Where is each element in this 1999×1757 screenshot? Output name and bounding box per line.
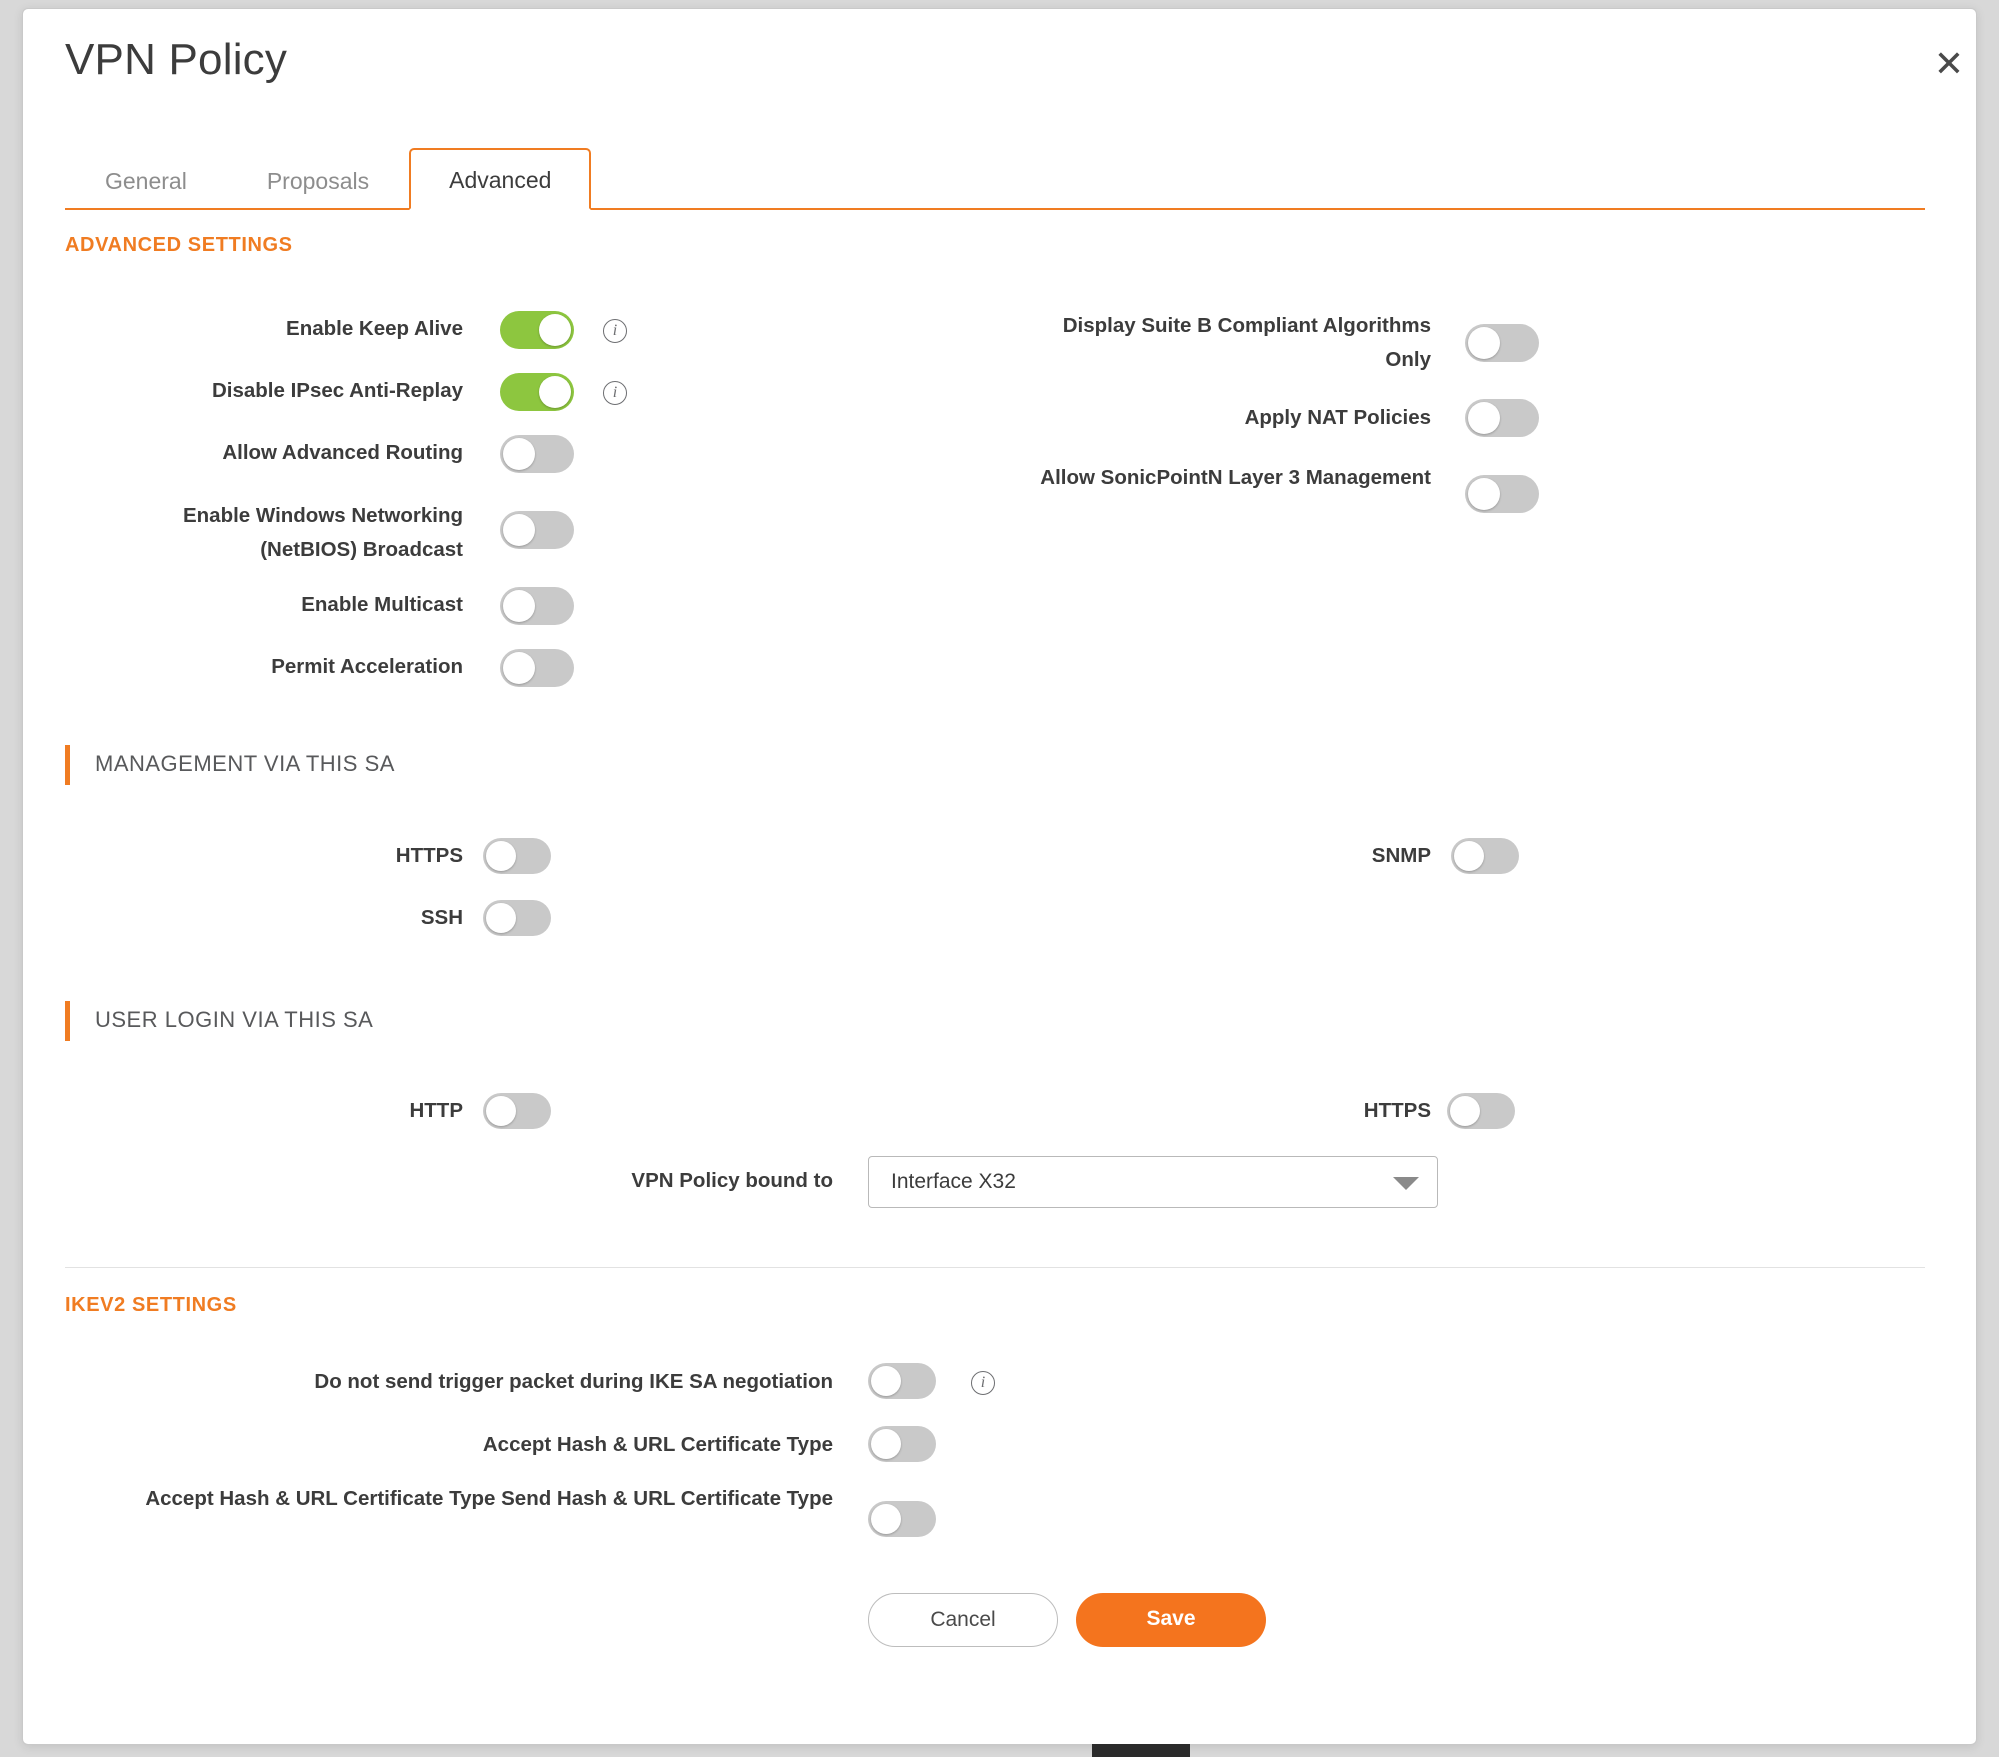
toggle-knob	[539, 376, 571, 408]
toggle-allow-sonicpointn-layer3[interactable]	[1465, 475, 1539, 513]
toggle-apply-nat-policies[interactable]	[1465, 399, 1539, 437]
page-title: VPN Policy	[65, 35, 288, 84]
toggle-knob	[486, 1096, 516, 1126]
label-accept-send-hash-url-cert-type: Accept Hash & URL Certificate Type Send Hash & URL Certificate Type	[145, 1487, 833, 1510]
toggle-enable-keep-alive[interactable]	[500, 311, 574, 349]
subsection-user-login-via-sa: USER LOGIN VIA THIS SA	[65, 1007, 373, 1033]
toggle-enable-netbios-broadcast[interactable]	[500, 511, 574, 549]
tab-general[interactable]: General	[105, 168, 187, 194]
toggle-user-login-https[interactable]	[1447, 1093, 1515, 1129]
toggle-knob	[1468, 402, 1500, 434]
label-allow-advanced-routing: Allow Advanced Routing	[222, 441, 463, 464]
toggle-accept-send-hash-url-cert-type[interactable]	[868, 1501, 936, 1537]
toggle-enable-multicast[interactable]	[500, 587, 574, 625]
tab-bar	[65, 152, 1925, 210]
label-management-ssh: SSH	[420, 906, 463, 929]
close-icon[interactable]: ✕	[1933, 43, 1965, 84]
vpn-policy-dialog	[22, 8, 1977, 1745]
select-value: Interface X32	[891, 1170, 1016, 1193]
toggle-management-snmp[interactable]	[1451, 838, 1519, 874]
toggle-knob	[503, 438, 535, 470]
toggle-knob	[1468, 327, 1500, 359]
label-user-login-https: HTTPS	[1363, 1099, 1431, 1122]
cancel-button[interactable]: Cancel	[868, 1593, 1058, 1647]
label-management-https: HTTPS	[395, 844, 463, 867]
label-user-login-http: HTTP	[409, 1099, 463, 1122]
toggle-knob	[871, 1504, 901, 1534]
toggle-allow-advanced-routing[interactable]	[500, 435, 574, 473]
toggle-knob	[871, 1429, 901, 1459]
toggle-knob	[871, 1366, 901, 1396]
label-display-suite-b-compliant: Display Suite B Compliant Algorithms Only	[1062, 314, 1431, 371]
toggle-management-https[interactable]	[483, 838, 551, 874]
toggle-disable-ipsec-anti-replay[interactable]	[500, 373, 574, 411]
label-enable-keep-alive: Enable Keep Alive	[286, 317, 463, 340]
toggle-knob	[503, 652, 535, 684]
save-button[interactable]: Save	[1076, 1593, 1266, 1647]
info-icon-disable-ipsec-anti-replay[interactable]: i	[603, 381, 627, 405]
toggle-knob	[1450, 1096, 1480, 1126]
toggle-knob	[486, 903, 516, 933]
toggle-knob	[1468, 478, 1500, 510]
info-icon-enable-keep-alive[interactable]: i	[603, 319, 627, 343]
toggle-accept-hash-url-cert-type[interactable]	[868, 1426, 936, 1462]
divider	[65, 1267, 1925, 1268]
info-icon-no-trigger-packet[interactable]: i	[971, 1371, 995, 1395]
toggle-knob	[503, 514, 535, 546]
toggle-permit-acceleration[interactable]	[500, 649, 574, 687]
label-vpn-policy-bound-to: VPN Policy bound to	[631, 1169, 833, 1192]
toggle-display-suite-b-compliant[interactable]	[1465, 324, 1539, 362]
toggle-knob	[539, 314, 571, 346]
label-no-trigger-packet: Do not send trigger packet during IKE SA negotiation	[314, 1370, 833, 1393]
label-disable-ipsec-anti-replay: Disable IPsec Anti-Replay	[211, 379, 463, 402]
tab-proposals[interactable]: Proposals	[266, 168, 370, 194]
section-ikev2-settings: IKEV2 SETTINGS	[65, 1294, 237, 1316]
label-accept-hash-url-cert-type: Accept Hash & URL Certificate Type	[482, 1433, 833, 1456]
select-vpn-policy-bound-to[interactable]	[868, 1156, 1438, 1208]
section-advanced-settings: ADVANCED SETTINGS	[65, 234, 293, 256]
subsection-management-via-sa: MANAGEMENT VIA THIS SA	[65, 751, 395, 777]
toggle-user-login-http[interactable]	[483, 1093, 551, 1129]
toggle-management-ssh[interactable]	[483, 900, 551, 936]
toggle-knob	[486, 841, 516, 871]
toggle-knob	[1454, 841, 1484, 871]
toggle-knob	[503, 590, 535, 622]
label-permit-acceleration: Permit Acceleration	[271, 655, 463, 678]
label-apply-nat-policies: Apply NAT Policies	[1244, 406, 1431, 429]
label-management-snmp: SNMP	[1371, 844, 1431, 867]
toggle-no-trigger-packet[interactable]	[868, 1363, 936, 1399]
tab-advanced[interactable]: Advanced	[409, 148, 591, 210]
label-enable-multicast: Enable Multicast	[301, 593, 463, 616]
taskbar-indicator	[1092, 1744, 1190, 1757]
label-allow-sonicpointn-layer3: Allow SonicPointN Layer 3 Management	[1040, 466, 1431, 489]
label-enable-netbios-broadcast: Enable Windows Networking (NetBIOS) Broadcast	[182, 504, 463, 561]
chevron-down-icon	[1393, 1177, 1419, 1190]
